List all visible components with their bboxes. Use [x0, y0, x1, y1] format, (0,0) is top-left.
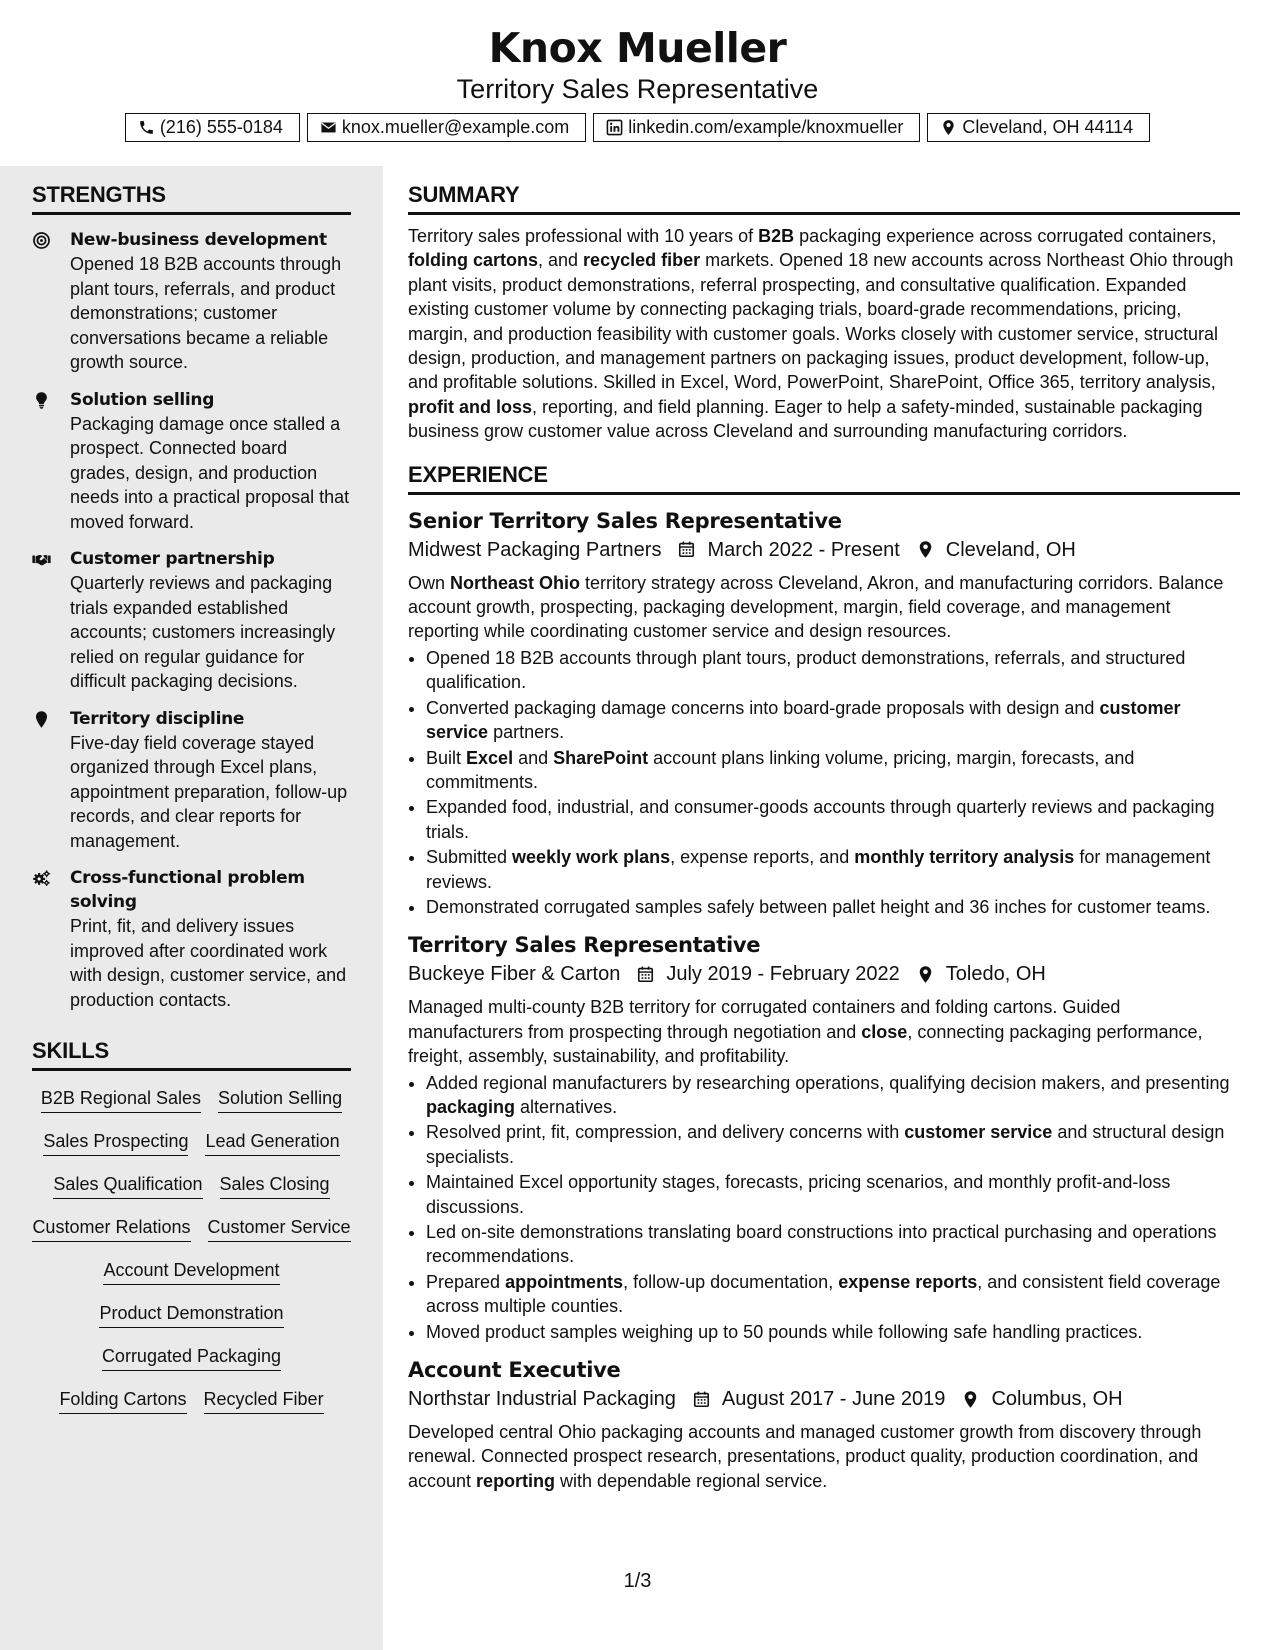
bold-text: customer service	[426, 697, 1181, 743]
text-segment: account plans linking volume, pricing, margin, forecasts, and commitments.	[426, 747, 1135, 792]
skill-tag: B2B Regional Sales	[41, 1087, 201, 1113]
text-segment: alternatives.	[515, 1096, 618, 1117]
experience-heading: EXPERIENCE	[408, 462, 1240, 495]
text-segment: Moved product samples weighing up to 50 pounds while following safe handling practices.	[426, 1321, 1143, 1342]
list-item	[426, 1170, 1240, 1219]
company-name: Midwest Packaging Partners	[408, 538, 662, 561]
job-dates: March 2022 - Present	[707, 538, 900, 561]
contact-text: linkedin.com/example/knoxmueller	[628, 117, 904, 137]
handshake-icon	[32, 547, 70, 694]
bold-text: customer service	[904, 1122, 1053, 1143]
bold-text: monthly territory analysis	[854, 847, 1075, 868]
text-segment: and	[513, 747, 554, 768]
contact-chip[interactable]	[927, 113, 1150, 142]
text-segment: , reporting, and field planning. Eager to help a safety-minded, sustainable packaging business grow customer value across Cleveland and surrounding manufacturing corridors.	[408, 396, 1203, 442]
skill-tag: Customer Service	[208, 1216, 351, 1242]
map-pin-icon	[945, 1390, 991, 1409]
text-segment: , expense reports, and	[670, 847, 855, 868]
job-dates: July 2019 - February 2022	[666, 963, 900, 986]
skill-tag: Sales Prospecting	[43, 1130, 188, 1156]
contact-text: knox.mueller@example.com	[341, 117, 570, 137]
job-meta	[408, 535, 1240, 565]
list-item	[426, 646, 1240, 695]
bold-text: packaging	[426, 1096, 516, 1117]
page-number: 1/3	[623, 1570, 652, 1592]
list-item	[426, 1320, 1240, 1344]
strength-description: Print, fit, and delivery issues improved after coordinated work with design, customer service, and production contacts.	[70, 916, 347, 1010]
strength-description: Opened 18 B2B accounts through plant tours, referrals, and product demonstrations; customer conversations became a reliable growth source.	[70, 254, 342, 372]
job-location: Columbus, OH	[991, 1388, 1123, 1411]
resume-header	[0, 0, 1275, 142]
skill-tag: Product Demonstration	[99, 1302, 283, 1328]
map-pin-icon	[940, 119, 957, 136]
lightbulb-icon	[32, 388, 70, 535]
job-title: Territory Sales Representative	[408, 933, 761, 958]
list-item	[426, 845, 1240, 894]
summary-text	[408, 224, 1240, 444]
contact-text: Cleveland, OH 44114	[962, 117, 1134, 137]
list-item	[426, 1120, 1240, 1169]
list-item	[426, 1220, 1240, 1269]
skill-tag: Sales Qualification	[53, 1173, 202, 1199]
skill-tag: Sales Closing	[220, 1173, 330, 1199]
skills-list	[32, 1087, 351, 1414]
text-segment: Developed central Ohio packaging accounts and managed customer growth from discovery through renewal. Connected prospect research, presentations, product quality, production coordination, and account	[408, 1422, 1202, 1491]
calendar-icon	[676, 1390, 722, 1409]
skill-tag: Customer Relations	[32, 1216, 190, 1242]
target-icon	[32, 228, 70, 375]
experience-list	[408, 507, 1240, 1494]
job-bullets	[408, 646, 1240, 919]
job-dates: August 2017 - June 2019	[721, 1388, 946, 1411]
list-item	[426, 795, 1240, 844]
text-segment: , connecting packaging performance, freight, assembly, sustainability, and profitability.	[408, 1021, 1203, 1067]
text-segment: Territory sales professional with 10 years of	[408, 226, 759, 246]
skill-tag: Solution Selling	[218, 1087, 342, 1113]
list-item	[426, 895, 1240, 919]
text-segment: Added regional manufacturers by researching operations, qualifying decision makers, and presenting	[426, 1072, 1230, 1093]
job-location: Toledo, OH	[945, 963, 1046, 986]
contact-chip[interactable]	[307, 113, 586, 142]
text-segment: Submitted	[426, 847, 513, 868]
phone-icon	[138, 119, 155, 136]
strength-title: New-business development	[70, 230, 327, 250]
job-bullets	[408, 1071, 1240, 1344]
skill-tag: Recycled Fiber	[204, 1388, 324, 1414]
skill-tag: Corrugated Packaging	[102, 1345, 281, 1371]
bold-text: recycled fiber	[583, 250, 701, 271]
text-segment: territory strategy across Cleveland, Akron, and manufacturing corridors. Balance account growth, prospecting, packaging development, margin, field coverage, and management reporting while coordinating customer service and design resources.	[408, 572, 1224, 642]
bold-text: SharePoint	[553, 747, 649, 768]
text-segment: Opened 18 B2B accounts through plant tours, product demonstrations, referrals, and structured qualification.	[426, 647, 1186, 693]
strength-item	[32, 228, 351, 375]
strength-title: Territory discipline	[70, 708, 245, 729]
bold-text: Excel	[466, 747, 514, 768]
strengths-list	[32, 228, 351, 1012]
text-segment: Maintained Excel opportunity stages, forecasts, pricing scenarios, and monthly profit-and-loss discussions.	[426, 1172, 1171, 1217]
bold-text: B2B	[758, 226, 795, 246]
text-segment: markets. Opened 18 new accounts across Northeast Ohio through plant visits, product demonstrations, referral prospecting, and consultative qualification. Expanded existing customer volume by connecting packaging trials, board-grade recommendations, pricing, margin, and production feasibility with customer goals. Works closely with customer service, structural design, production, and management partners on packaging issues, product development, follow-up, and profitable solutions. Skilled in Excel, Word, PowerPoint, SharePoint, Office 365, territory analysis,	[408, 250, 1234, 393]
map-pin-icon	[900, 540, 946, 559]
job-entry	[408, 507, 1240, 920]
map-pin-icon	[900, 965, 946, 984]
text-segment: Resolved print, fit, compression, and delivery concerns with	[426, 1122, 905, 1143]
strength-item	[32, 866, 351, 1012]
list-item	[426, 1270, 1240, 1319]
bold-text: profit and loss	[408, 396, 533, 417]
summary-heading: SUMMARY	[408, 182, 1240, 215]
text-segment: and structural design specialists.	[426, 1122, 1225, 1167]
bold-text: reporting	[476, 1470, 556, 1491]
job-description	[408, 995, 1240, 1068]
strength-description: Packaging damage once stalled a prospect. Connected board grades, design, and production needs into a practical proposal that moved forward.	[70, 413, 350, 532]
bold-text: appointments	[505, 1271, 624, 1292]
company-name: Buckeye Fiber & Carton	[408, 963, 621, 986]
calendar-icon	[620, 965, 666, 984]
job-entry	[408, 931, 1240, 1344]
map-marker-icon	[32, 707, 70, 854]
bold-text: weekly work plans	[512, 847, 671, 868]
job-title: Account Executive	[408, 1358, 621, 1383]
sidebar	[0, 166, 383, 1650]
text-segment: Managed multi-county B2B territory for corrugated containers and folding cartons. Guided manufacturers from prospecting through negotiation and	[408, 997, 1121, 1042]
contact-chip[interactable]	[593, 113, 920, 142]
list-item	[426, 746, 1240, 795]
bold-text: folding cartons	[408, 250, 538, 271]
job-meta	[408, 1384, 1240, 1414]
linkedin-icon	[606, 119, 623, 136]
bold-text: close	[861, 1021, 908, 1042]
contact-chip[interactable]	[125, 113, 300, 142]
job-location: Cleveland, OH	[945, 538, 1076, 561]
strength-title: Customer partnership	[70, 549, 275, 569]
skill-tag: Folding Cartons	[59, 1388, 186, 1414]
candidate-role: Territory Sales Representative	[456, 74, 819, 104]
text-segment: , and	[538, 250, 584, 271]
job-entry	[408, 1356, 1240, 1493]
text-segment: packaging experience across corrugated containers,	[794, 226, 1217, 246]
text-segment: , follow-up documentation,	[623, 1271, 839, 1292]
text-segment: Built	[426, 747, 467, 768]
contact-text: (216) 555-0184	[159, 117, 283, 137]
text-segment: Converted packaging damage concerns into board-grade proposals with design and	[426, 697, 1100, 718]
strength-item	[32, 707, 351, 854]
envelope-icon	[320, 119, 337, 136]
list-item	[426, 696, 1240, 745]
strength-item	[32, 388, 351, 535]
text-segment: with dependable regional service.	[555, 1470, 828, 1491]
contact-bar	[0, 113, 1275, 142]
main-content	[408, 166, 1240, 1493]
text-segment: partners.	[488, 722, 565, 743]
bold-text: expense reports	[838, 1271, 978, 1292]
text-segment: , and consistent field coverage across multiple counties.	[426, 1271, 1221, 1317]
text-segment: Prepared	[426, 1271, 506, 1292]
text-segment: Led on-site demonstrations translating board constructions into practical purchasing and operations recommendations.	[426, 1222, 1217, 1267]
calendar-icon	[661, 540, 707, 559]
skills-heading: SKILLS	[32, 1038, 351, 1071]
text-segment: Demonstrated corrugated samples safely between pallet height and 36 inches for customer teams.	[426, 896, 1211, 917]
text-segment: for management reviews.	[426, 847, 1211, 892]
bold-text: Northeast Ohio	[450, 572, 581, 593]
gears-icon	[32, 866, 70, 1012]
strength-item	[32, 547, 351, 694]
strength-title: Cross-functional problem solving	[70, 868, 305, 912]
job-description	[408, 1420, 1240, 1493]
candidate-name: Knox Mueller	[488, 24, 787, 72]
text-segment: Own	[408, 572, 451, 593]
strength-title: Solution selling	[70, 389, 215, 410]
skill-tag: Account Development	[103, 1259, 279, 1285]
strength-description: Quarterly reviews and packaging trials expanded established accounts; customers increasingly relied on regular guidance for difficult packaging decisions.	[70, 573, 336, 691]
list-item	[426, 1071, 1240, 1120]
job-title: Senior Territory Sales Representative	[408, 508, 842, 533]
company-name: Northstar Industrial Packaging	[408, 1388, 676, 1411]
text-segment: Expanded food, industrial, and consumer-goods accounts through quarterly reviews and packaging trials.	[426, 797, 1215, 842]
strengths-heading: STRENGTHS	[32, 182, 351, 215]
job-meta	[408, 959, 1240, 989]
skill-tag: Lead Generation	[205, 1130, 339, 1156]
strength-description: Five-day field coverage stayed organized through Excel plans, appointment preparation, follow-up records, and clear reports for management.	[70, 732, 348, 851]
job-description	[408, 571, 1240, 644]
